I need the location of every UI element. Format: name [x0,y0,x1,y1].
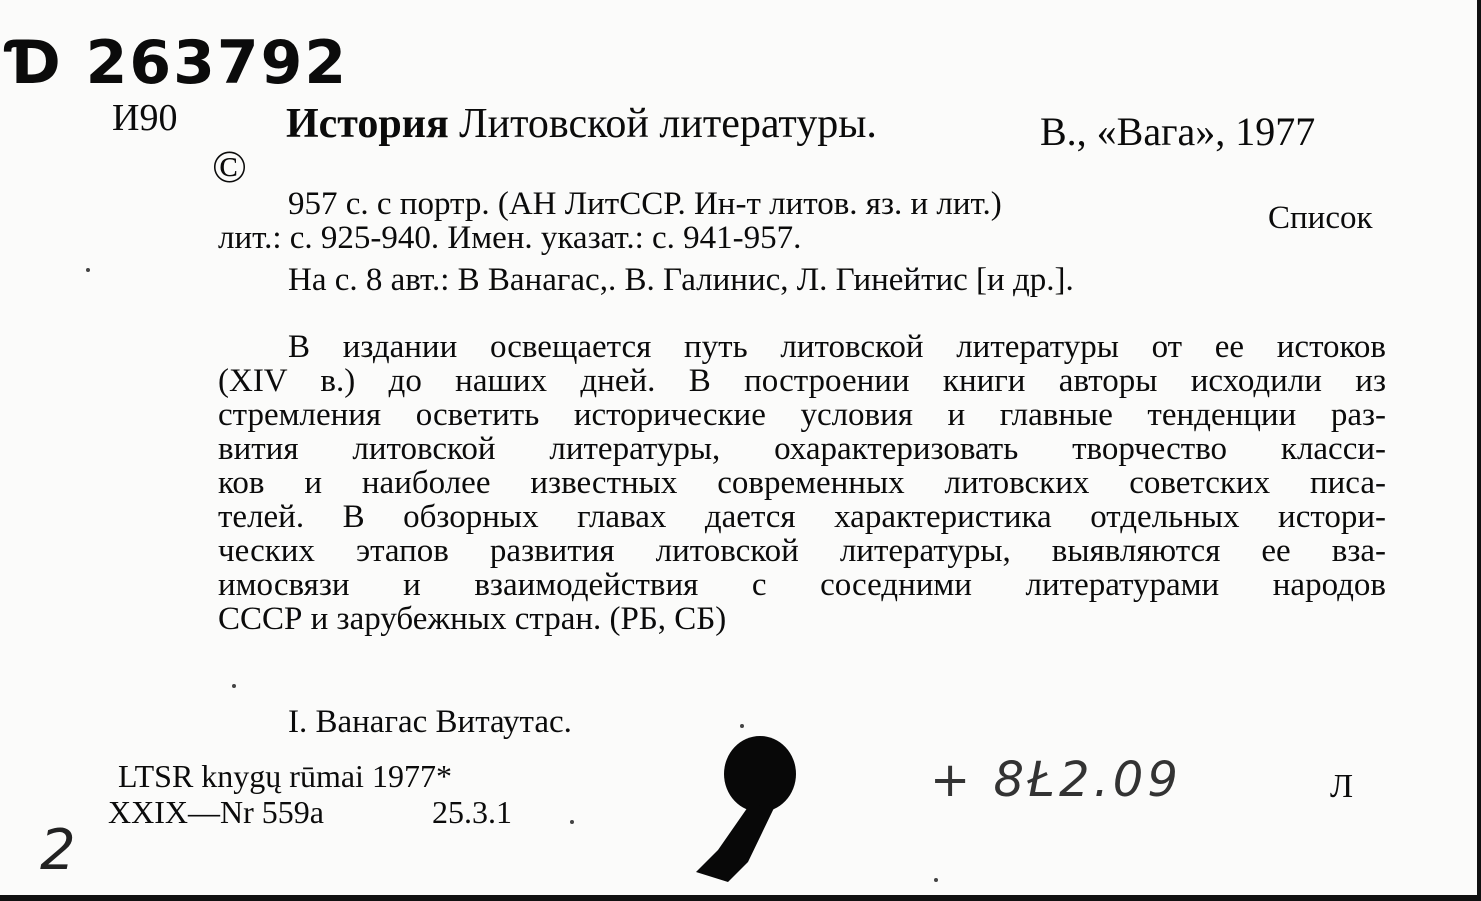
registry-line1: LTSR knygų rūmai 1977* [118,758,452,794]
abstract-line: В издании освещается путь литовской литературы от ее истоков [288,329,1386,365]
abstract [218,330,1386,636]
abstract-line: вития литовской литературы, охарактеризовать творчество класси- [218,431,1386,467]
speck [232,684,236,688]
abstract-line: СССР и зарубежных стран. (РБ, СБ) [218,601,727,637]
handwritten-number: 2 [40,818,76,883]
physical-description-line1: 957 с. с портр. (АН ЛитССР. Ин-т литов. яз. и лит.) [288,186,1002,222]
copyright-icon: © [212,141,247,192]
author-tracing: I. Ванагас Витаутас. [288,704,572,740]
speck [934,878,938,882]
title-first-word: История [286,101,449,147]
abstract-line: (XIV в.) до наших дней. В построении книги авторы исходили из [218,363,1386,399]
abstract-line: стремления осветить исторические условия и главные тенденции раз- [218,397,1386,433]
abstract-line: имосвязи и взаимодействия с соседними литературами народов [218,567,1386,603]
shelf-code: + 8Ł2.09 [930,752,1182,808]
inventory-number: Ɗ 263792 [8,28,349,98]
publication-imprint: В., «Вага», 1977 [1040,109,1316,154]
abstract-line: ческих этапов развития литовской литературы, выявляются ее вза- [218,533,1386,569]
abstract-line: ков и наиболее известных современных литовских советских писа- [218,465,1386,501]
speck [570,820,574,824]
registry-code: 25.3.1 [432,794,512,830]
physical-description-line2: лит.: с. 925-940. Имен. указат.: с. 941-957. [218,220,802,256]
physical-description-line1-end: Список [1268,200,1373,236]
index-code: И90 [112,97,178,139]
registry-line2: XXIX—Nr 559a [108,794,324,830]
title-rest: Литовской литературы. [448,101,877,147]
speck [86,268,90,272]
shelf-suffix: Л [1330,768,1354,805]
speck [740,724,744,728]
abstract-line: телей. В обзорных главах дается характеристика отдельных истори- [218,499,1386,535]
book-title [286,100,877,148]
ink-blot-icon [688,732,808,882]
authors-note: На с. 8 авт.: В Ванагас,. В. Галинис, Л. Гинейтис [и др.]. [288,262,1074,298]
